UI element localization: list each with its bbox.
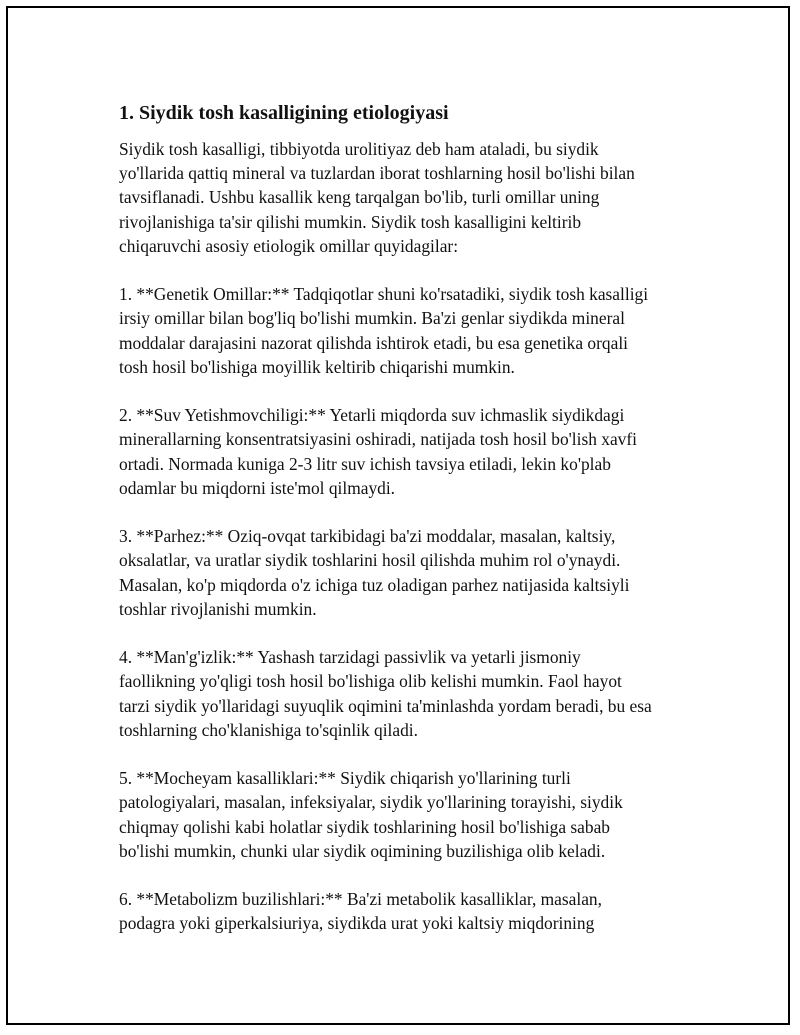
paragraph-metabolic-disorders <box>119 887 699 935</box>
text-line: chiqaruvchi asosiy etiologik omillar quyidagilar: <box>119 235 459 256</box>
paragraph-urinary-diseases <box>119 766 699 863</box>
paragraph-diet <box>119 524 699 621</box>
text-line: rivojlanishiga ta'sir qilishi mumkin. Siydik tosh kasalligini keltirib <box>119 211 582 232</box>
text-line: minerallarning konsentratsiyasini oshiradi, natijada tosh hosil bo'lish xavfi <box>119 429 637 450</box>
document-page <box>6 6 790 1025</box>
text-line: tavsiflanadi. Ushbu kasallik keng tarqalgan bo'lib, turli omillar uning <box>119 187 600 208</box>
text-line: Masalan, ko'p miqdorda o'z ichiga tuz oladigan parhez natijasida kaltsiyli <box>119 574 630 595</box>
text-line: bo'lishi mumkin, chunki ular siydik oqimining buzilishiga olib keladi. <box>119 840 606 861</box>
text-line: moddalar darajasini nazorat qilishda ishtirok etadi, bu esa genetika orqali <box>119 332 628 353</box>
text-line: podagra yoki giperkalsiuriya, siydikda urat yoki kaltsiy miqdorining <box>119 913 595 934</box>
document-body <box>119 98 699 960</box>
text-line: patologiyalari, masalan, infeksiyalar, siydik yo'llarining torayishi, siydik <box>119 792 623 813</box>
section-title: 1. Siydik tosh kasalligining etiologiyasi <box>119 102 449 124</box>
text-line: faollikning yo'qligi tosh hosil bo'lishiga olib kelishi mumkin. Faol hayot <box>119 671 622 692</box>
paragraph-water-deficiency <box>119 403 699 500</box>
text-line: ortadi. Normada kuniga 2-3 litr suv ichish tavsiya etiladi, lekin ko'plab <box>119 453 611 474</box>
text-line: Siydik tosh kasalligi, tibbiyotda urolitiyaz deb ham ataladi, bu siydik <box>119 139 599 159</box>
text-line: yo'llarida qattiq mineral va tuzlardan iborat toshlarning hosil bo'lishi bilan <box>119 163 635 184</box>
text-line: 1. **Genetik Omillar:** Tadqiqotlar shuni ko'rsatadiki, siydik tosh kasalligi <box>119 284 649 305</box>
text-line: 4. **Man'g'izlik:** Yashash tarzidagi passivlik va yetarli jismoniy <box>119 647 581 668</box>
text-line: 6. **Metabolizm buzilishlari:** Ba'zi metabolik kasalliklar, masalan, <box>119 889 602 910</box>
text-line: tosh hosil bo'lishiga moyillik keltirib chiqarishi mumkin. <box>119 356 515 377</box>
text-line: irsiy omillar bilan bog'liq bo'lishi mumkin. Ba'zi genlar siydikda mineral <box>119 308 625 329</box>
paragraph-genetic-factors <box>119 282 699 379</box>
text-line: tarzi siydik yo'llaridagi suyuqlik oqimini ta'minlashda yordam beradi, bu esa <box>119 695 652 716</box>
text-line: 3. **Parhez:** Oziq-ovqat tarkibidagi ba'zi moddalar, masalan, kaltsiy, <box>119 526 616 547</box>
paragraph-intro <box>119 137 699 258</box>
paragraph-inactivity <box>119 645 699 742</box>
text-line: toshlar rivojlanishi mumkin. <box>119 598 317 619</box>
text-line: 2. **Suv Yetishmovchiligi:** Yetarli miqdorda suv ichmaslik siydikdagi <box>119 405 625 426</box>
text-line: odamlar bu miqdorni iste'mol qilmaydi. <box>119 477 396 498</box>
text-line: chiqmay qolishi kabi holatlar siydik toshlarining hosil bo'lishiga sabab <box>119 816 610 837</box>
text-line: toshlarning cho'klanishiga to'sqinlik qiladi. <box>119 719 418 740</box>
text-line: 5. **Mocheyam kasalliklari:** Siydik chiqarish yo'llarining turli <box>119 768 571 789</box>
text-line: oksalatlar, va uratlar siydik toshlarini hosil qilishda muhim rol o'ynaydi. <box>119 550 621 571</box>
